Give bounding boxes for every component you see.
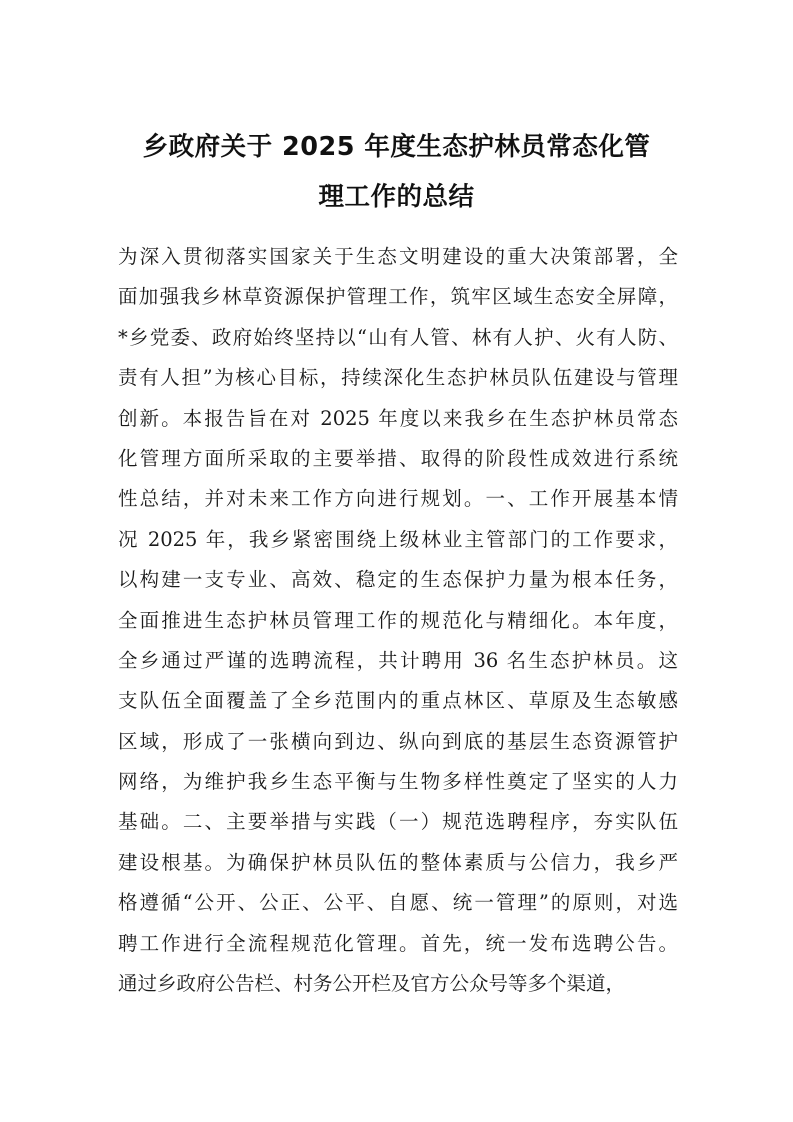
body-line: 创新。本报告旨在对 2025 年度以来我乡在生态护林员常态: [118, 406, 678, 430]
body-line: 支队伍全面覆盖了全乡范围内的重点林区、草原及生态敏感: [118, 689, 678, 713]
body-line: 性总结，并对未来工作方向进行规划。一、工作开展基本情: [118, 487, 678, 511]
body-line: 责有人担”为核心目标，持续深化生态护林员队伍建设与管理: [118, 366, 678, 390]
body-line: 基础。二、主要举措与实践（一）规范选聘程序，夯实队伍: [118, 810, 678, 834]
body-line: 化管理方面所采取的主要举措、取得的阶段性成效进行系统: [118, 446, 678, 470]
title-line-1: 乡政府关于 2025 年度生态护林员常态化管: [142, 132, 651, 162]
document-title: [110, 122, 683, 222]
body-line: 格遵循“公开、公正、公平、自愿、统一管理”的原则，对选: [118, 891, 678, 915]
body-line: 况 2025 年，我乡紧密围绕上级林业主管部门的工作要求，: [118, 527, 678, 551]
body-line: 全面推进生态护林员管理工作的规范化与精细化。本年度，: [118, 608, 678, 632]
title-line-2: 理工作的总结: [318, 182, 475, 212]
body-line: 通过乡政府公告栏、村务公开栏及官方公众号等多个渠道，: [118, 972, 626, 996]
body-line: 以构建一支专业、高效、稳定的生态保护力量为根本任务，: [118, 568, 678, 592]
document-body: [118, 237, 678, 1004]
body-line: 区域，形成了一张横向到边、纵向到底的基层生态资源管护: [118, 729, 678, 753]
body-line: 为深入贯彻落实国家关于生态文明建设的重大决策部署，全: [118, 245, 678, 268]
body-line: 聘工作进行全流程规范化管理。首先，统一发布选聘公告。: [118, 931, 678, 955]
body-line: 全乡通过严谨的选聘流程，共计聘用 36 名生态护林员。这: [118, 648, 678, 672]
body-line: *乡党委、政府始终坚持以“山有人管、林有人护、火有人防、: [118, 325, 678, 349]
body-line: 面加强我乡林草资源保护管理工作，筑牢区域生态安全屏障，: [118, 285, 678, 309]
body-line: 网络，为维护我乡生态平衡与生物多样性奠定了坚实的人力: [118, 770, 678, 794]
body-line: 建设根基。为确保护林员队伍的整体素质与公信力，我乡严: [118, 850, 678, 874]
